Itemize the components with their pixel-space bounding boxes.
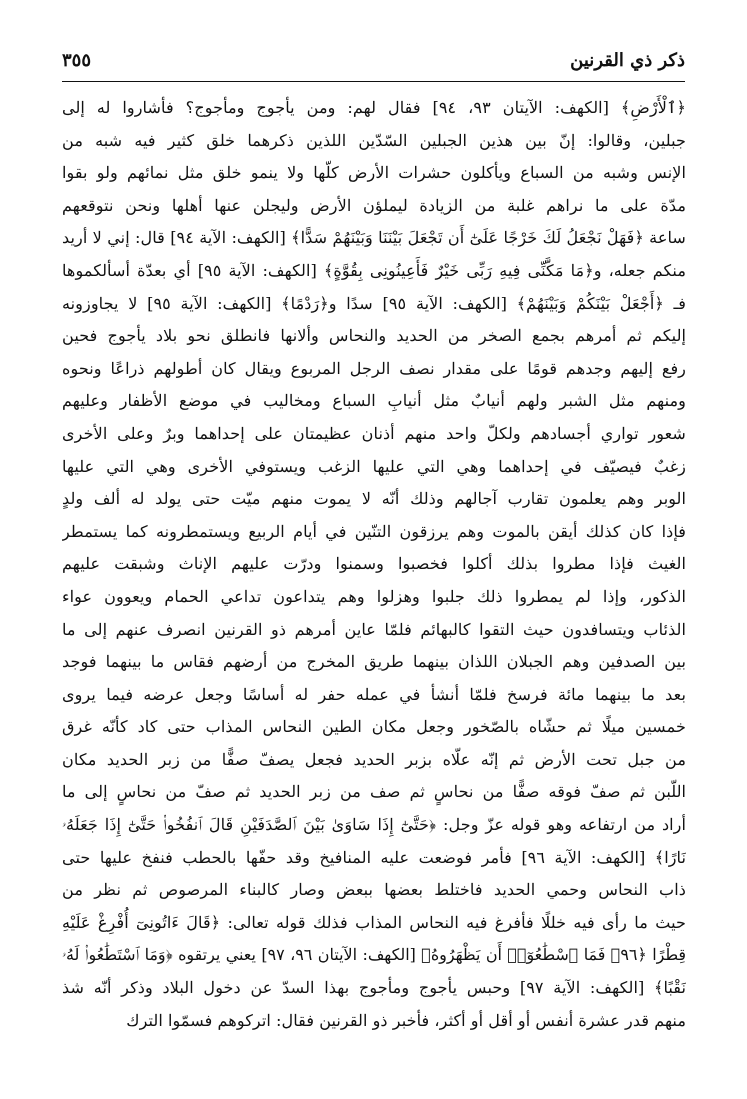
text-line: شعور تواري أجسادهم ولكلّ واحد منهم أذنان عظيمتان على إحداهما وبرٌ وعلى الأخرى [62, 423, 686, 443]
text-line: منكم جعله، و﴿مَا مَكَّنِّى فِيهِ رَبِّى خَيْرٌ فَأَعِينُونِى بِقُوَّةٍ﴾ [الكهف: الآية ٩٥] أي بعدّة أسألكموها [62, 260, 686, 280]
text-line: فـ ﴿أَجْعَلْ بَيْنَكُمْ وَبَيْنَهُمْ﴾ [الكهف: الآية ٩٥] سدًا و﴿رَدْمًا﴾ [الكهف: الآية ٩٥] لا يجاوزونه [62, 293, 686, 313]
text-line: ومنهم مثل الشبر ولهم أنيابٌ مثل أنيابِ السباع ومخاليب في موضع الأظفار وعليهم [62, 391, 686, 411]
body-text [62, 92, 686, 1037]
text-line: بعد ما بينهما مائة فرسخ فلمّا أنشأ في عمله حفر له أساسًا وجعل عرضه فيما يروى [62, 684, 686, 704]
text-line: نَقْبًا﴾ [الكهف: الآية ٩٧] وحبس يأجوج ومأجوج بهذا السدّ عن دخول البلاد وذكر أنّه شذ [62, 978, 686, 998]
page-header [62, 46, 685, 82]
text-line: الوبر وهم يعلمون تقارب آجالهم وذلك أنّه لا يموت منهم ميّت حتى يولد له ألف ولدٍ [62, 489, 686, 509]
text-line: ﴿ٱلْأَرْضِ﴾ [الكهف: الآيتان ٩٣، ٩٤] فقال لهم: ومن يأجوج ومأجوج؟ فأشاروا له إلى [62, 98, 686, 117]
text-line: زغبٌ فيصيّف في إحداهما وهي التي عليها الزغب ويستوفي الأخرى وهي التي عليها [62, 456, 686, 476]
text-line: حيث ما رأى فيه خللًا فأفرغ فيه النحاس المذاب فذلك قوله تعالى: ﴿قَالَ ءَاتُونِىٓ أُفْرِغْ عَلَيْهِ [62, 912, 686, 932]
text-line: الذئاب ويتسافدون حيث التقوا كالبهائم فلمّا عاين أمرهم ذو القرنين انصرف عنهم إلى ما [62, 619, 686, 639]
running-title: ذكر ذي القرنين [570, 50, 685, 71]
text-line: رفع إليهم وجدهم قومًا على مقدار نصف الرجل المربوع ويقال كان أطولهم ذراعًا ونحوه [62, 358, 686, 378]
text-line: منهم قدر عشرة أنفس أو أقل أو أكثر، فأخبر ذو القرنين فقال: اتركوهم فسمّوا الترك [126, 1010, 686, 1030]
text-line: فإذا كان كذلك أيقن بالموت وهم يرزقون التنّين في أيام الربيع ويستمطرونه كما يستمطر [62, 521, 686, 541]
text-line: اللّبن ثم صفّ فوقه صفًّا من نحاسٍ ثم صف من زبر الحديد ثم صفّ من نحاسٍ إلى ما [62, 782, 686, 802]
text-line: جبلين، وقالوا: إنّ بين هذين الجبلين السّدّين اللذين ذكرهما خلق كثير فيه شبه من [62, 130, 686, 150]
text-line: ذاب النحاس وحمي الحديد فاختلط بعضها ببعض وصار كالبناء المرصوص ثم نظر من [62, 880, 686, 900]
text-line: قِطْرًا ﴿٩٦﴾ فَمَا ٱسْطَٰعُوٓا۟ أَن يَظْهَرُوهُ﴾ [الكهف: الآيتان ٩٦، ٩٧] يعني يرتقوه ﴿وَمَا ٱسْتَطَٰعُوا۟ لَهُۥ [62, 945, 686, 965]
text-line: ساعة ﴿فَهَلْ نَجْعَلُ لَكَ خَرْجًا عَلَىٰٓ أَن تَجْعَلَ بَيْنَنَا وَبَيْنَهُمْ سَدًّا﴾ [الكهف: الآية ٩٤] قال: إني لا أريد [62, 228, 686, 248]
text-line: الغيث فإذا مطروا بذلك أكلوا فخصبوا وسمنوا ودرّت عليهم الإناث وشبقت عليهم [62, 554, 686, 574]
text-line: خمسين ميلًا ثم حشّاه بالصّخور وجعل مكان الطين النحاس المذاب حتى كاد كأنّه غرق [62, 717, 686, 737]
text-line: الإنس وشبه من السباع ويأكلون حشرات الأرض كلّها ولا ينمو خلق مثل نمائهم ولو بقوا [62, 163, 686, 183]
text-line: نَارًا﴾ [الكهف: الآية ٩٦] فأمر فوضعت عليه المنافيخ وقد حفّها بالحطب فنفخ عليها حتى [62, 847, 686, 867]
page-number: ٣٥٥ [62, 50, 92, 71]
text-line: إليكم ثم أمرهم بجمع الصخر من الحديد والنحاس وألانها فانطلق نحو بلاد يأجوج فحين [62, 326, 686, 346]
text-line: مدّة على ما نراهم غلبة من الزيادة ليملؤن الأرض وليجلن عنها أهلها ونحن نتوقعهم [62, 195, 686, 215]
text-line: الذكور، وإذا لم يمطروا ذلك جلبوا وهزلوا وهم يتداعون تداعي الحمام ويعوون عواء [62, 586, 686, 606]
text-line: من جبل تحت الأرض ثم إنّه علّاه بزبر الحديد فجعل يصفّ صفًّا من زبر الحديد مكان [62, 749, 686, 769]
text-line: بين الصدفين وهم الجبلان اللذان بينهما طريق المخرج من أرضهم فقاس ما بينهما فوجد [62, 652, 686, 672]
header-rule [62, 81, 685, 82]
text-line: أراد من ارتفاعه وهو قوله عزّ وجل: ﴿حَتَّىٰٓ إِذَا سَاوَىٰ بَيْنَ ٱلصَّدَفَيْنِ قَالَ ٱنفُخُوا۟ حَتَّىٰٓ إِذَا جَعَلَهُۥ [62, 815, 686, 835]
